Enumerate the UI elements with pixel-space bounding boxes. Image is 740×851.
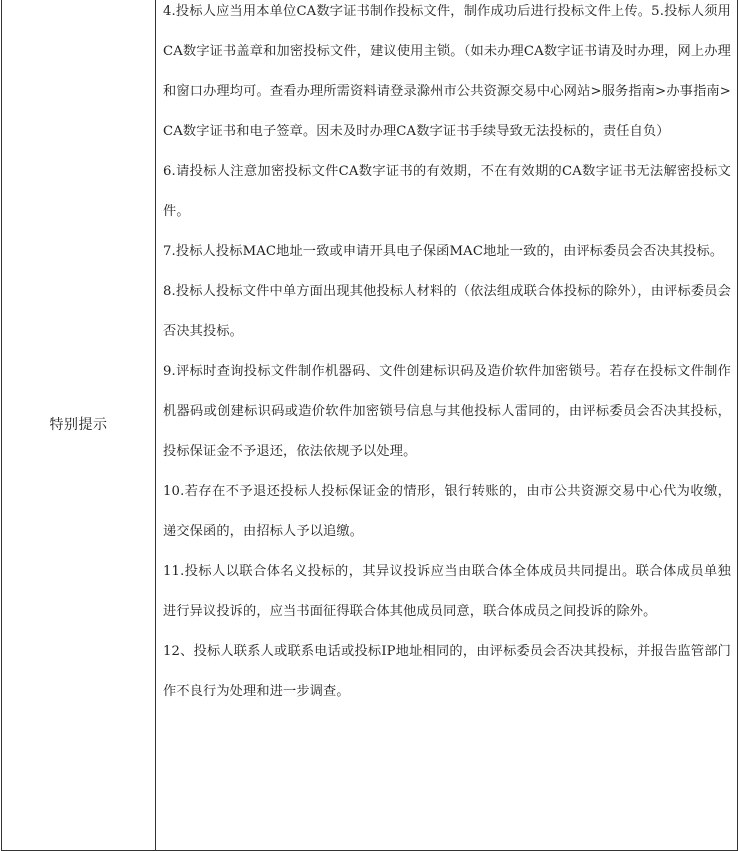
notice-item-7: 7.投标人投标MAC地址一致或申请开具电子保函MAC地址一致的，由评标委员会否决其投标。 [163,244,724,259]
row-label-cell [2,0,156,851]
notice-item-8: 8.投标人投标文件中单方面出现其他投标人材料的（依法组成联合体投标的除外），由评标委员会否决其投标。 [163,284,731,339]
notice-item-6: 6.请投标人注意加密投标文件CA数字证书的有效期，不在有效期的CA数字证书无法解密投标文件。 [163,164,731,219]
notice-item-10: 10.若存在不予退还投标人投标保证金的情形，银行转账的，由市公共资源交易中心代为收缴，递交保函的，由招标人予以追缴。 [163,484,731,539]
row-label: 特别提示 [49,416,108,433]
row-content-cell [156,0,738,851]
notice-item-12: 12、投标人联系人或联系电话或投标IP地址相同的，由评标委员会否决其投标，并报告监管部门作不良行为处理和进一步调查。 [163,644,731,699]
table-row [2,0,738,851]
notice-table [1,0,738,851]
notice-item-11: 11.投标人以联合体名义投标的，其异议投诉应当由联合体全体成员共同提出。联合体成员单独进行异议投诉的，应当书面征得联合体其他成员同意，联合体成员之间投诉的除外。 [163,564,731,619]
notice-item-9: 9.评标时查询投标文件制作机器码、文件创建标识码及造价软件加密锁号。若存在投标文件制作机器码或创建标识码或造价软件加密锁号信息与其他投标人雷同的，由评标委员会否决其投标，投标保证金不予退还，依法依规予以处理。 [163,364,731,459]
notice-item-4-5: 4.投标人应当用本单位CA数字证书制作投标文件，制作成功后进行投标文件上传。5.投标人须用CA数字证书盖章和加密投标文件，建议使用主锁。（如未办理CA数字证书请及时办理，网上办理和窗口办理均可。查看办理所需资料请登录滁州市公共资源交易中心网站>服务指南>办事指南>CA数字证书和电子签章。因未及时办理CA数字证书手续导致无法投标的，责任自负） [163,4,731,139]
